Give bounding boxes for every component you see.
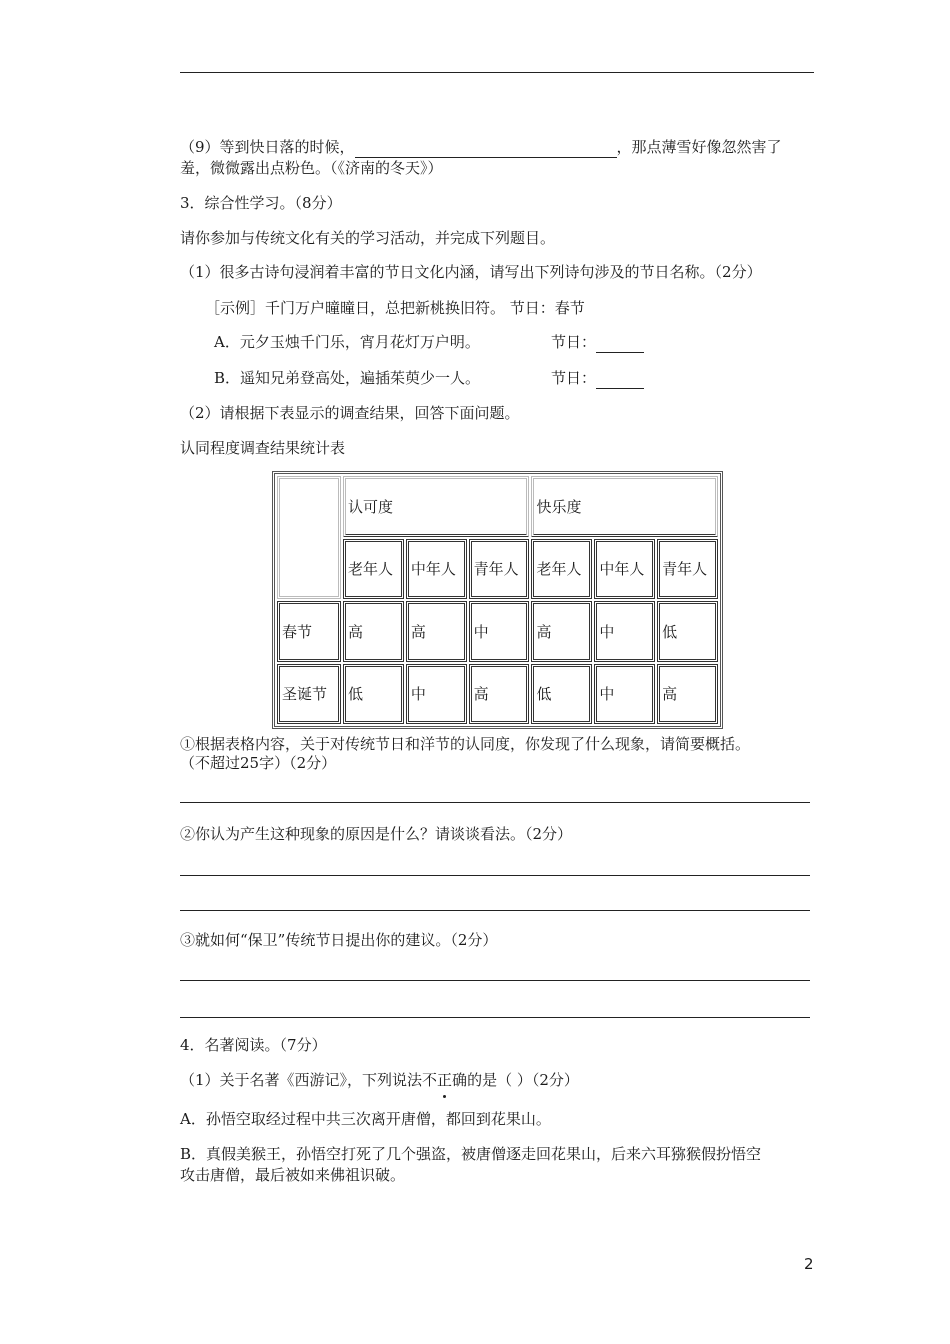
- table-group-header: 快乐度: [531, 476, 718, 537]
- q4-option-b-line1: B．真假美猴王，孙悟空打死了几个强盗，被唐僧逐走回花果山，后来六耳猕猴假扮悟空: [180, 1145, 762, 1163]
- table-title: 认同程度调查结果统计表: [180, 439, 346, 457]
- q3-title: 3．综合性学习。（8分）: [180, 194, 342, 212]
- answer-line[interactable]: [180, 1017, 810, 1018]
- table-cell: 中: [469, 601, 530, 662]
- answer-line[interactable]: [180, 875, 810, 876]
- table-sub-header: 中年人: [406, 539, 467, 600]
- q9-line1: （9）等到快日落的时候， ，那点薄雪好像忽然害了: [180, 138, 782, 156]
- table-sub-header: 老年人: [531, 539, 592, 600]
- table-corner-cell: [277, 476, 341, 599]
- q3-example: ［示例］千门万户曈曈日，总把新桃换旧符。 节日：春节: [205, 299, 585, 317]
- table-cell: 中: [406, 664, 467, 725]
- sub-question-3: ③就如何“保卫”传统节日提出你的建议。（2分）: [180, 931, 498, 949]
- table-row-label: 圣诞节: [277, 664, 341, 725]
- table-sub-header-row: [277, 539, 718, 600]
- q4-option-b-line2: 攻击唐僧，最后被如来佛祖识破。: [180, 1166, 406, 1184]
- q3-part1: （1）很多古诗句浸润着丰富的节日文化内涵，请写出下列诗句涉及的节日名称。（2分）: [180, 263, 762, 281]
- answer-line[interactable]: [180, 910, 810, 911]
- table-cell: 高: [406, 601, 467, 662]
- answer-line[interactable]: [180, 802, 810, 803]
- q3-item-a: A．元夕玉烛千门乐，宵月花灯万户明。: [214, 333, 480, 351]
- q9-line2: 羞，微微露出点粉色。（《济南的冬天》）: [180, 159, 443, 177]
- sub-question-2: ②你认为产生这种现象的原因是什么？请谈谈看法。（2分）: [180, 825, 573, 843]
- q3-intro: 请你参加与传统文化有关的学习活动，并完成下列题目。: [180, 229, 556, 247]
- q3-part2: （2）请根据下表显示的调查结果，回答下面问题。: [180, 404, 520, 422]
- q9-answer-blank[interactable]: [355, 139, 617, 158]
- table-cell: 低: [657, 601, 718, 662]
- table-sub-header: 老年人: [343, 539, 404, 600]
- table-sub-header: 青年人: [469, 539, 530, 600]
- q4-title: 4．名著阅读。（7分）: [180, 1036, 327, 1054]
- table-sub-header: 中年人: [594, 539, 655, 600]
- festival-b-blank[interactable]: [596, 370, 644, 389]
- q3-item-b: B．遥知兄弟登高处，遍插茱萸少一人。: [214, 369, 481, 387]
- table-group-header: 认可度: [343, 476, 529, 537]
- answer-line[interactable]: [180, 980, 810, 981]
- q4-part1: （1）关于名著《西游记》，下列说法不正确的是（ ）（2分）: [180, 1071, 579, 1089]
- table-cell: 低: [343, 664, 404, 725]
- table-cell: 中: [594, 664, 655, 725]
- festival-a-blank[interactable]: [596, 334, 644, 353]
- table-cell: 高: [657, 664, 718, 725]
- header-rule: [180, 72, 814, 73]
- q3-item-a-festival: 节日：: [551, 331, 644, 353]
- q3-item-b-festival: 节日：: [551, 367, 644, 389]
- table-cell: 中: [594, 601, 655, 662]
- table-sub-header: 青年人: [657, 539, 718, 600]
- table-cell: 高: [531, 601, 592, 662]
- survey-table: [272, 471, 723, 729]
- table-group-header-row: [277, 476, 718, 537]
- table-cell: 高: [469, 664, 530, 725]
- emphasis-text: 不正确: [422, 1071, 468, 1089]
- table-row: [277, 664, 718, 725]
- page-number: 2: [804, 1255, 814, 1273]
- sub-question-1-note: （不超过25字）（2分）: [180, 754, 337, 772]
- table-cell: 高: [343, 601, 404, 662]
- table-row-label: 春节: [277, 601, 341, 662]
- sub-question-1: ①根据表格内容，关于对传统节日和洋节的认同度，你发现了什么现象，请简要概括。: [180, 735, 751, 753]
- table-cell: 低: [531, 664, 592, 725]
- table-row: [277, 601, 718, 662]
- q4-option-a: A．孙悟空取经过程中共三次离开唐僧，都回到花果山。: [180, 1110, 551, 1128]
